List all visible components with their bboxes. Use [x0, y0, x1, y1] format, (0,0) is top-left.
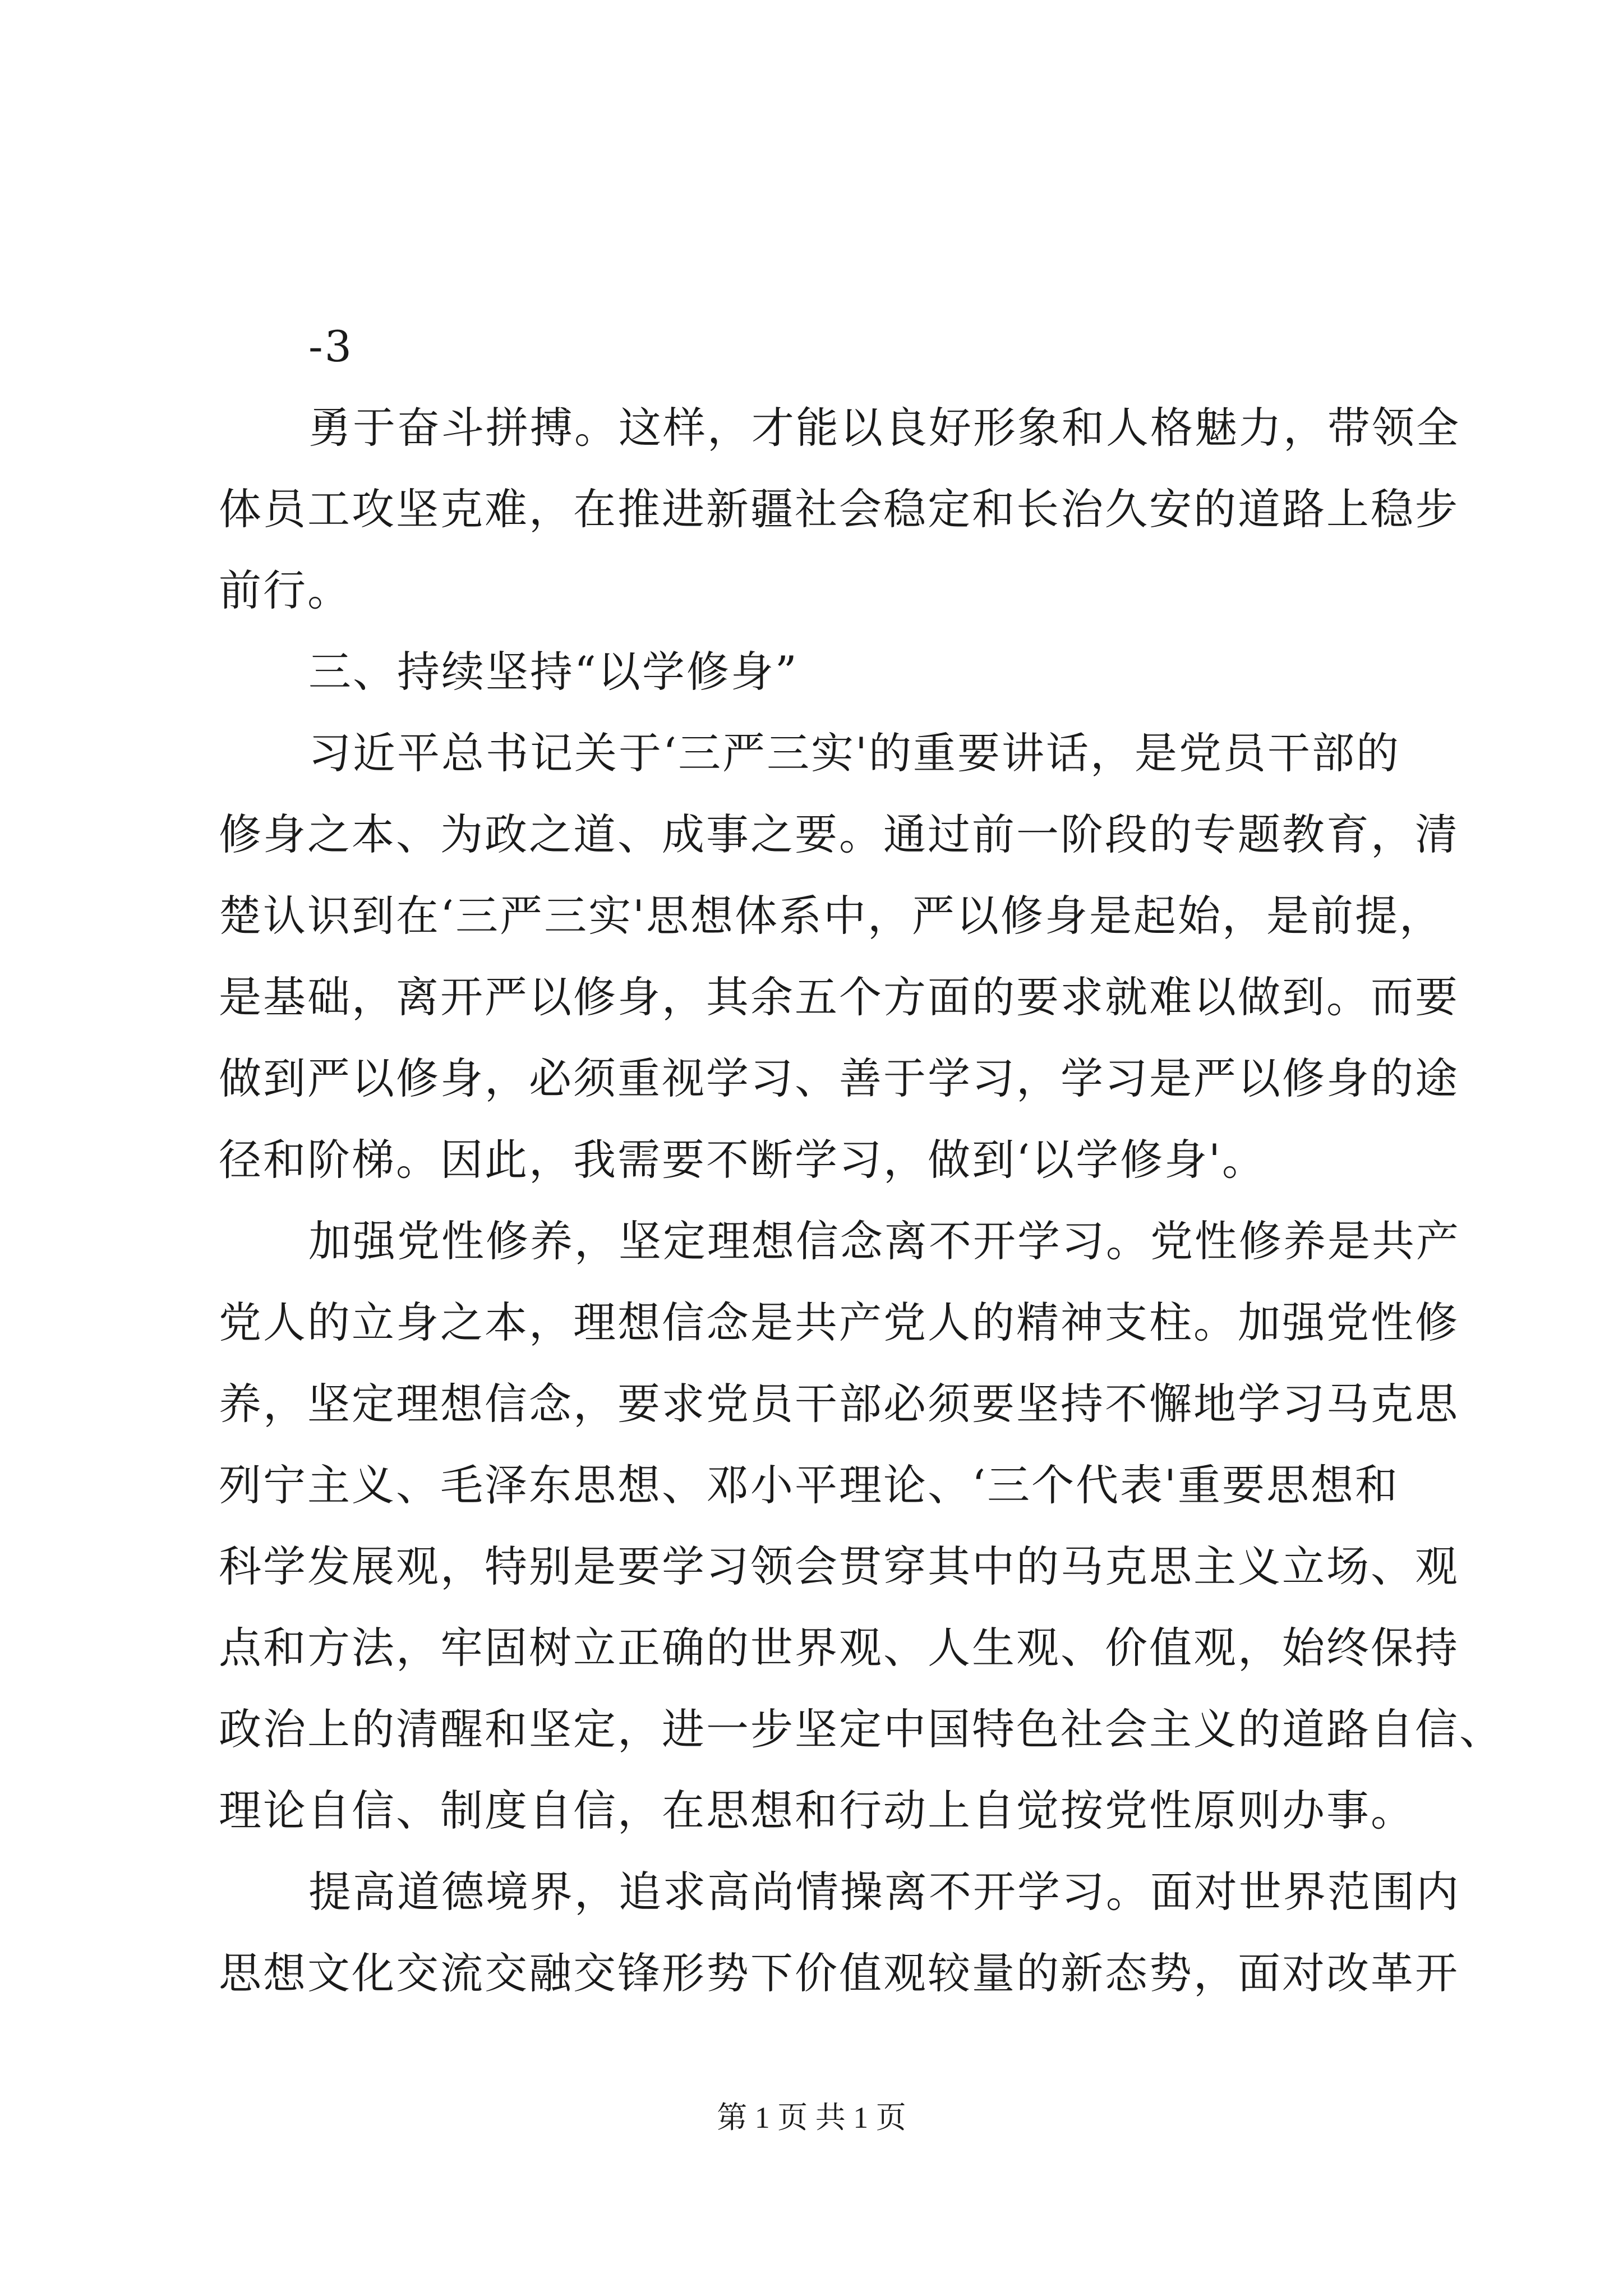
- paragraph-line: 科学发展观，特别是要学习领会贯穿其中的马克思主义立场、观: [219, 1542, 1459, 1591]
- paragraph-line: 加强党性修养，坚定理想信念离不开学习。党性修养是共产: [308, 1216, 1460, 1266]
- paragraph-line: 理论自信、制度自信，在思想和行动上自觉按党性原则办事。: [219, 1786, 1415, 1835]
- paragraph-line: 思想文化交流交融交锋形势下价值观较量的新态势，面对改革开: [219, 1948, 1459, 1998]
- paragraph-line: 党人的立身之本，理想信念是共产党人的精神支柱。加强党性修: [219, 1297, 1459, 1347]
- paragraph-line: 前行。: [219, 565, 352, 615]
- paragraph-line: 径和阶梯。因此，我需要不断学习，做到‘以学修身'。: [219, 1135, 1267, 1185]
- paragraph-line: 养，坚定理想信念，要求党员干部必须要坚持不懈地学习马克思: [219, 1379, 1459, 1429]
- paragraph-line: 体员工攻坚克难，在推进新疆社会稳定和长治久安的道路上稳步: [219, 484, 1459, 534]
- paragraph-line: 做到严以修身，必须重视学习、善于学习，学习是严以修身的途: [219, 1053, 1459, 1103]
- paragraph-line: 提高道德境界，追求高尚情操离不开学习。面对世界范围内: [308, 1867, 1460, 1917]
- page-number-marker: -3: [308, 321, 354, 371]
- paragraph-line: 楚认识到在‘三严三实'思想体系中，严以修身是起始，是前提，: [219, 891, 1444, 941]
- paragraph-line: 修身之本、为政之道、成事之要。通过前一阶段的专题教育，清: [219, 809, 1459, 859]
- page-footer: 第 1 页 共 1 页: [717, 2101, 906, 2134]
- body-text: [219, 306, 1504, 2014]
- paragraph-line: 是基础，离开严以修身，其余五个方面的要求就难以做到。而要: [219, 972, 1459, 1022]
- paragraph-line: 点和方法，牢固树立正确的世界观、人生观、价值观，始终保持: [219, 1623, 1459, 1673]
- paragraph-line: 列宁主义、毛泽东思想、邓小平理论、‘三个代表'重要思想和: [219, 1460, 1400, 1510]
- paragraph-line: 政治上的清醒和坚定，进一步坚定中国特色社会主义的道路自信、: [219, 1704, 1504, 1754]
- paragraph-line: 勇于奋斗拼搏。这样，才能以良好形象和人格魅力，带领全: [308, 403, 1460, 453]
- paragraph-line: 习近平总书记关于‘三严三实'的重要讲话，是党员干部的: [308, 728, 1401, 778]
- section-heading: 三、持续坚持“以学修身”: [308, 647, 799, 697]
